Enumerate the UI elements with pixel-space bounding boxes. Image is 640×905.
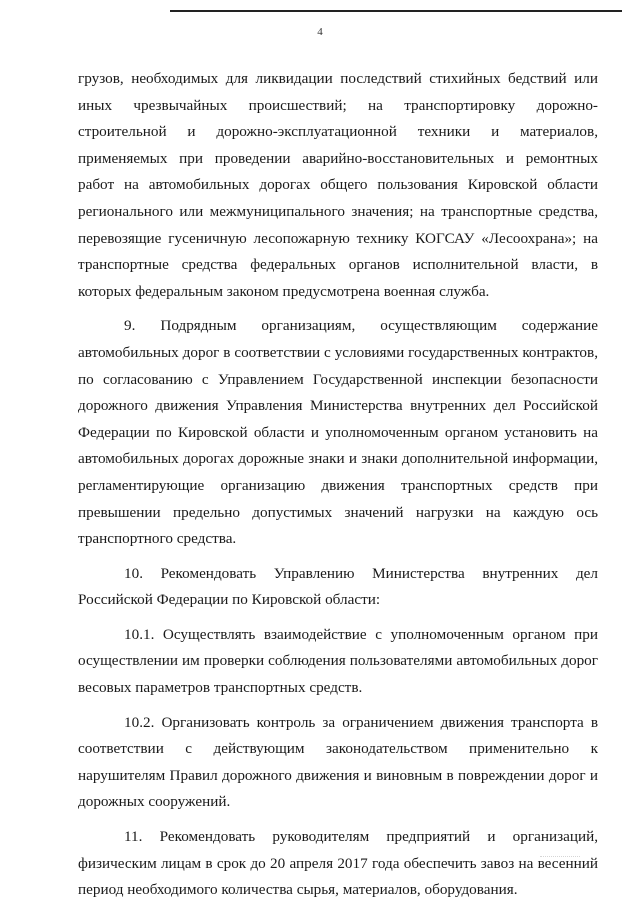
page-number: 4 [317, 26, 323, 38]
paragraph-continuation: грузов, необходимых для ликвидации последствий стихийных бедствий или иных чрезвычайных происшествий; на транспортировку дорожно-строительной и дорожно-эксплуатационной техники и материалов, применяемых при проведении аварийно-восстановительных и ремонтных работ на автомобильных дорогах общего пользования Кировской области регионального или межмуниципального значения; на транспортные средства, перевозящие гусеничную лесопожарную технику КОГСАУ «Лесоохрана»; на транспортные средства федеральных органов исполнительной власти, в которых федеральным законом предусмотрена военная служба. [78, 70, 598, 300]
paragraph-item-10: 10. Рекомендовать Управлению Министерства внутренних дел Российской Федерации по Кировской области: [78, 564, 598, 609]
scan-artifact [540, 856, 580, 861]
paragraph-item-10-1: 10.1. Осуществлять взаимодействие с уполномоченным органом при осуществлении им проверки соблюдения пользователями автомобильных дорог весовых параметров транспортных средств. [78, 625, 598, 697]
paragraph-item-9: 9. Подрядным организациям, осуществляющим содержание автомобильных дорог в соответствии с условиями государственных контрактов, по согласованию с Управлением Государственной инспекции безопасности дорожного движения Управления Министерства внутренних дел Российской Федерации по Кировской области и уполномоченным органом установить на автомобильных дорогах дорожные знаки и знаки дополнительной информации, регламентирующие организацию движения транспортных средств при превышении предельно допустимых значений нагрузки на каждую ось транспортного средства. [78, 317, 598, 548]
top-rule [170, 10, 622, 12]
paragraph-item-10-2: 10.2. Организовать контроль за ограничением движения транспорта в соответствии с действующим законодательством применительно к нарушителям Правил дорожного движения и виновным в повреждении дорог и дорожных сооружений. [78, 713, 598, 811]
paragraph-item-11: 11. Рекомендовать руководителям предприятий и организаций, физическим лицам в срок до 20 апреля 2017 года обеспечить завоз на весенний период необходимого количества сырья, материалов, оборудования. [78, 828, 598, 899]
document-body [78, 66, 598, 904]
